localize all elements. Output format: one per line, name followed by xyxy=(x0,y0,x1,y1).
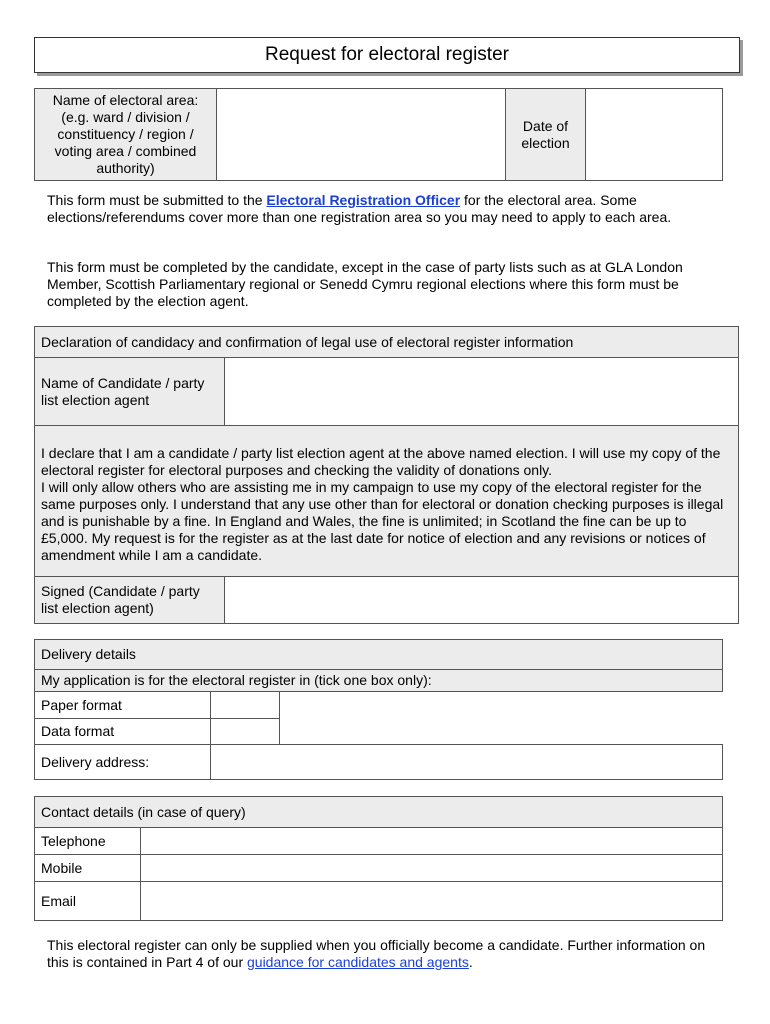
electoral-area-input[interactable] xyxy=(217,89,506,181)
mobile-input[interactable] xyxy=(141,855,723,882)
signed-label: Signed (Candidate / party list election agent) xyxy=(35,577,225,624)
candidate-name-input[interactable] xyxy=(225,358,739,426)
delivery-header: Delivery details xyxy=(35,640,723,670)
email-input[interactable] xyxy=(141,882,723,921)
candidate-name-label: Name of Candidate / party list election agent xyxy=(35,358,225,426)
contact-table xyxy=(34,796,723,921)
email-label: Email xyxy=(35,882,141,921)
ero-link[interactable]: Electoral Registration Officer xyxy=(266,192,461,208)
data-format-label: Data format xyxy=(35,719,211,745)
delivery-subheader: My application is for the electoral register in (tick one box only): xyxy=(35,670,723,692)
mobile-label: Mobile xyxy=(35,855,141,882)
footer-text: This electoral register can only be supplied when you officially become a candidate. Further information on this is contained in Part 4 of our xyxy=(47,937,706,970)
data-format-checkbox[interactable] xyxy=(211,719,280,745)
election-date-label: Date of election xyxy=(506,89,586,181)
intro-text-start: This form must be submitted to the xyxy=(47,192,267,208)
contact-header: Contact details (in case of query) xyxy=(35,797,723,828)
intro-paragraph-1 xyxy=(47,192,717,226)
delivery-table xyxy=(34,639,723,780)
form-title: Request for electoral register xyxy=(265,44,509,65)
declaration-header: Declaration of candidacy and confirmation of legal use of electoral register information xyxy=(35,327,739,358)
election-date-input[interactable] xyxy=(586,89,723,181)
declaration-statement xyxy=(35,426,739,577)
declaration-text-2: I will only allow others who are assisting me in my campaign to use my copy of the electoral register for the same purposes only. I understand that any use other than for electoral or donation checking purposes is illegal and is punishable by a fine. In England and Wales, the fine is unlimited; in Scotland the fine can be up to £5,000. My request is for the register as at the last date for notice of election and any revisions or notices of amendment while I am a candidate. xyxy=(41,478,724,563)
footer-text-end: . xyxy=(468,954,473,970)
electoral-area-table xyxy=(34,88,723,181)
electoral-area-label: Name of electoral area: (e.g. ward / division / constituency / region / voting area / combined authority) xyxy=(35,89,217,181)
guidance-link[interactable]: guidance for candidates and agents xyxy=(247,954,469,970)
paper-format-label: Paper format xyxy=(35,692,211,719)
intro-paragraph-2: This form must be completed by the candidate, except in the case of party lists such as at GLA London Member, Scottish Parliamentary regional or Senedd Cymru regional elections where this form must be completed by the election agent. xyxy=(47,259,683,309)
declaration-text-1: I declare that I am a candidate / party list election agent at the above named election. I will use my copy of the electoral register for electoral purposes and checking the validity of donations only. xyxy=(41,444,721,478)
delivery-address-label: Delivery address: xyxy=(35,745,211,780)
paper-format-checkbox[interactable] xyxy=(211,692,280,719)
delivery-blank-area xyxy=(280,692,723,745)
delivery-address-input[interactable] xyxy=(211,745,723,780)
declaration-table xyxy=(34,326,739,624)
signature-field[interactable] xyxy=(225,577,739,624)
intro-text-end: for the electoral area. Some elections/referendums cover more than one registration area so you may need to apply to each area. xyxy=(47,192,672,225)
footer-note xyxy=(47,937,717,971)
form-title-box xyxy=(34,37,740,73)
telephone-label: Telephone xyxy=(35,828,141,855)
telephone-input[interactable] xyxy=(141,828,723,855)
